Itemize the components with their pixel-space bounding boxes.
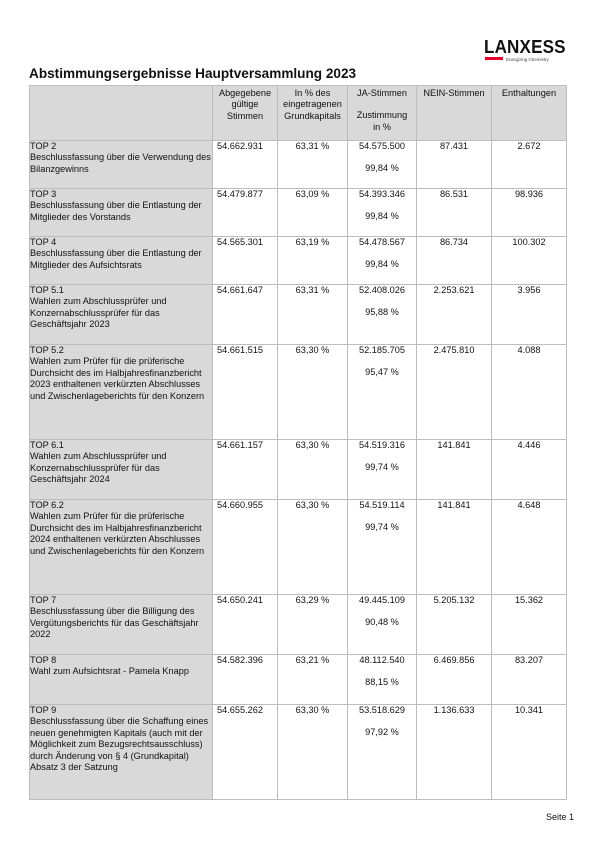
percent-capital-cell: 63,30 % (278, 705, 348, 800)
no-votes-cell: 141.841 (417, 440, 492, 500)
agenda-item-description: Beschlussfassung über die Verwendung des Bilanzgewinns (30, 152, 211, 174)
table-row (30, 189, 567, 237)
yes-votes-value: 54.519.316 (359, 440, 405, 450)
no-votes-cell: 86.734 (417, 237, 492, 285)
no-votes-cell: 2.253.621 (417, 285, 492, 345)
agenda-item-description: Beschlussfassung über die Schaffung eines neuen genehmigten Kapitals (auch mit der Möglichkeit zum Bezugsrechtsausschluss) durch Änderung von § 4 (Grundkapital) Absatz 3 der Satzung (30, 716, 209, 773)
yes-percent-value: 97,92 % (365, 727, 399, 738)
abstentions-cell: 100.302 (492, 237, 567, 285)
agenda-item-description: Beschlussfassung über die Entlastung der Mitglieder des Aufsichtsrats (30, 248, 202, 270)
yes-votes-value: 52.408.026 (359, 285, 405, 295)
valid-votes-cell: 54.650.241 (213, 595, 278, 655)
agenda-item-description: Beschlussfassung über die Billigung des Vergütungsberichts für das Geschäftsjahr 2022 (30, 606, 199, 640)
yes-percent-value: 95,47 % (365, 367, 399, 378)
percent-capital-cell: 63,30 % (278, 345, 348, 440)
yes-votes-value: 53.518.629 (359, 705, 405, 715)
table-row (30, 237, 567, 285)
valid-votes-cell: 54.565.301 (213, 237, 278, 285)
yes-votes-cell (348, 285, 417, 345)
page-number: Seite 1 (545, 812, 574, 822)
yes-votes-value: 54.575.500 (359, 141, 405, 151)
valid-votes-cell: 54.661.647 (213, 285, 278, 345)
yes-votes-value: 54.519.114 (359, 500, 405, 510)
table-row (30, 655, 567, 705)
yes-percent-value: 99,84 % (365, 259, 399, 270)
agenda-item-description: Wahlen zum Prüfer für die prüferische Durchsicht des im Halbjahresfinanzbericht 2024 enthaltenen verkürzten Abschlusses und Zwischenlageberichts für den Konzern (30, 511, 205, 556)
agenda-item-cell (30, 500, 213, 595)
valid-votes-cell: 54.582.396 (213, 655, 278, 705)
no-votes-cell: 6.469.856 (417, 655, 492, 705)
percent-capital-cell: 63,29 % (278, 595, 348, 655)
table-body (30, 141, 567, 800)
table-row (30, 440, 567, 500)
agenda-item-description: Wahlen zum Prüfer für die prüferische Durchsicht des im Halbjahresfinanzbericht 2023 enthaltenen verkürzten Abschlusses und Zwischenlageberichts für den Konzern (30, 356, 205, 401)
valid-votes-cell: 54.660.955 (213, 500, 278, 595)
valid-votes-cell: 54.655.262 (213, 705, 278, 800)
percent-capital-cell: 63,31 % (278, 285, 348, 345)
yes-percent-value: 88,15 % (365, 677, 399, 688)
no-votes-cell: 86.531 (417, 189, 492, 237)
abstentions-cell: 4.648 (492, 500, 567, 595)
company-logo (484, 37, 564, 67)
table-row (30, 595, 567, 655)
table-header-row (30, 86, 567, 141)
logo-wordmark: LANXESS (484, 36, 566, 57)
page-title: Abstimmungsergebnisse Hauptversammlung 2023 (29, 66, 357, 81)
agenda-item-cell (30, 655, 213, 705)
valid-votes-cell: 54.662.931 (213, 141, 278, 189)
logo-accent-bar (485, 57, 503, 60)
agenda-item-cell (30, 595, 213, 655)
agenda-item-number: TOP 4 (30, 237, 57, 247)
agenda-item-number: TOP 2 (30, 141, 57, 151)
abstentions-cell: 10.341 (492, 705, 567, 800)
percent-capital-cell: 63,09 % (278, 189, 348, 237)
agenda-item-cell (30, 189, 213, 237)
yes-votes-cell (348, 189, 417, 237)
agenda-item-description: Wahlen zum Abschlussprüfer und Konzernabschlussprüfer für das Geschäftsjahr 2023 (30, 296, 167, 330)
agenda-item-number: TOP 6.1 (30, 440, 64, 450)
table-row (30, 500, 567, 595)
header-valid-votes: Abgegebene gültige Stimmen (213, 86, 278, 141)
agenda-item-number: TOP 8 (30, 655, 57, 665)
yes-votes-cell (348, 595, 417, 655)
yes-percent-value: 99,84 % (365, 211, 399, 222)
no-votes-cell: 141.841 (417, 500, 492, 595)
yes-votes-cell (348, 141, 417, 189)
header-agenda (30, 86, 213, 141)
header-percent-capital: In % des eingetragenen Grundkapitals (278, 86, 348, 141)
agenda-item-cell (30, 345, 213, 440)
yes-votes-cell (348, 500, 417, 595)
yes-votes-cell (348, 705, 417, 800)
agenda-item-number: TOP 5.1 (30, 285, 64, 295)
yes-votes-value: 49.445.109 (359, 595, 405, 605)
abstentions-cell: 3.956 (492, 285, 567, 345)
percent-capital-cell: 63,31 % (278, 141, 348, 189)
agenda-item-cell (30, 141, 213, 189)
agenda-item-description: Wahlen zum Abschlussprüfer und Konzernabschlussprüfer für das Geschäftsjahr 2024 (30, 451, 167, 485)
agenda-item-cell (30, 440, 213, 500)
yes-percent-value: 90,48 % (365, 617, 399, 628)
yes-votes-value: 54.478.567 (359, 237, 405, 247)
agenda-item-cell (30, 705, 213, 800)
abstentions-cell: 2.672 (492, 141, 567, 189)
percent-capital-cell: 63,30 % (278, 440, 348, 500)
no-votes-cell: 1.136.633 (417, 705, 492, 800)
agenda-item-cell (30, 285, 213, 345)
table-row (30, 345, 567, 440)
voting-results-table (29, 85, 567, 800)
agenda-item-number: TOP 5.2 (30, 345, 64, 355)
no-votes-cell: 87.431 (417, 141, 492, 189)
yes-votes-value: 54.393.346 (359, 189, 405, 199)
yes-votes-cell (348, 237, 417, 285)
yes-percent-value: 99,84 % (365, 163, 399, 174)
agenda-item-number: TOP 6.2 (30, 500, 64, 510)
percent-capital-cell: 63,19 % (278, 237, 348, 285)
header-no-votes: NEIN-Stimmen (417, 86, 492, 141)
yes-percent-value: 99,74 % (365, 462, 399, 473)
logo-tagline: Energizing Chemistry (506, 57, 549, 62)
percent-capital-cell: 63,30 % (278, 500, 348, 595)
yes-votes-cell (348, 345, 417, 440)
table-row (30, 141, 567, 189)
agenda-item-number: TOP 7 (30, 595, 57, 605)
abstentions-cell: 4.446 (492, 440, 567, 500)
table-row (30, 705, 567, 800)
header-yes-votes: JA-Stimmen Zustimmung in % (348, 86, 417, 141)
valid-votes-cell: 54.661.515 (213, 345, 278, 440)
abstentions-cell: 15.362 (492, 595, 567, 655)
valid-votes-cell: 54.661.157 (213, 440, 278, 500)
yes-votes-cell (348, 440, 417, 500)
agenda-item-description: Wahl zum Aufsichtsrat - Pamela Knapp (30, 666, 189, 677)
header-abstentions: Enthaltungen (492, 86, 567, 141)
agenda-item-number: TOP 9 (30, 705, 57, 715)
abstentions-cell: 98.936 (492, 189, 567, 237)
valid-votes-cell: 54.479.877 (213, 189, 278, 237)
no-votes-cell: 5.205.132 (417, 595, 492, 655)
yes-percent-value: 99,74 % (365, 522, 399, 533)
yes-percent-value: 95,88 % (365, 307, 399, 318)
yes-votes-value: 52.185.705 (359, 345, 405, 355)
yes-votes-cell (348, 655, 417, 705)
no-votes-cell: 2.475.810 (417, 345, 492, 440)
table-row (30, 285, 567, 345)
agenda-item-cell (30, 237, 213, 285)
yes-votes-value: 48.112.540 (359, 655, 405, 665)
agenda-item-number: TOP 3 (30, 189, 57, 199)
abstentions-cell: 83.207 (492, 655, 567, 705)
agenda-item-description: Beschlussfassung über die Entlastung der Mitglieder des Vorstands (30, 200, 202, 222)
abstentions-cell: 4.088 (492, 345, 567, 440)
percent-capital-cell: 63,21 % (278, 655, 348, 705)
